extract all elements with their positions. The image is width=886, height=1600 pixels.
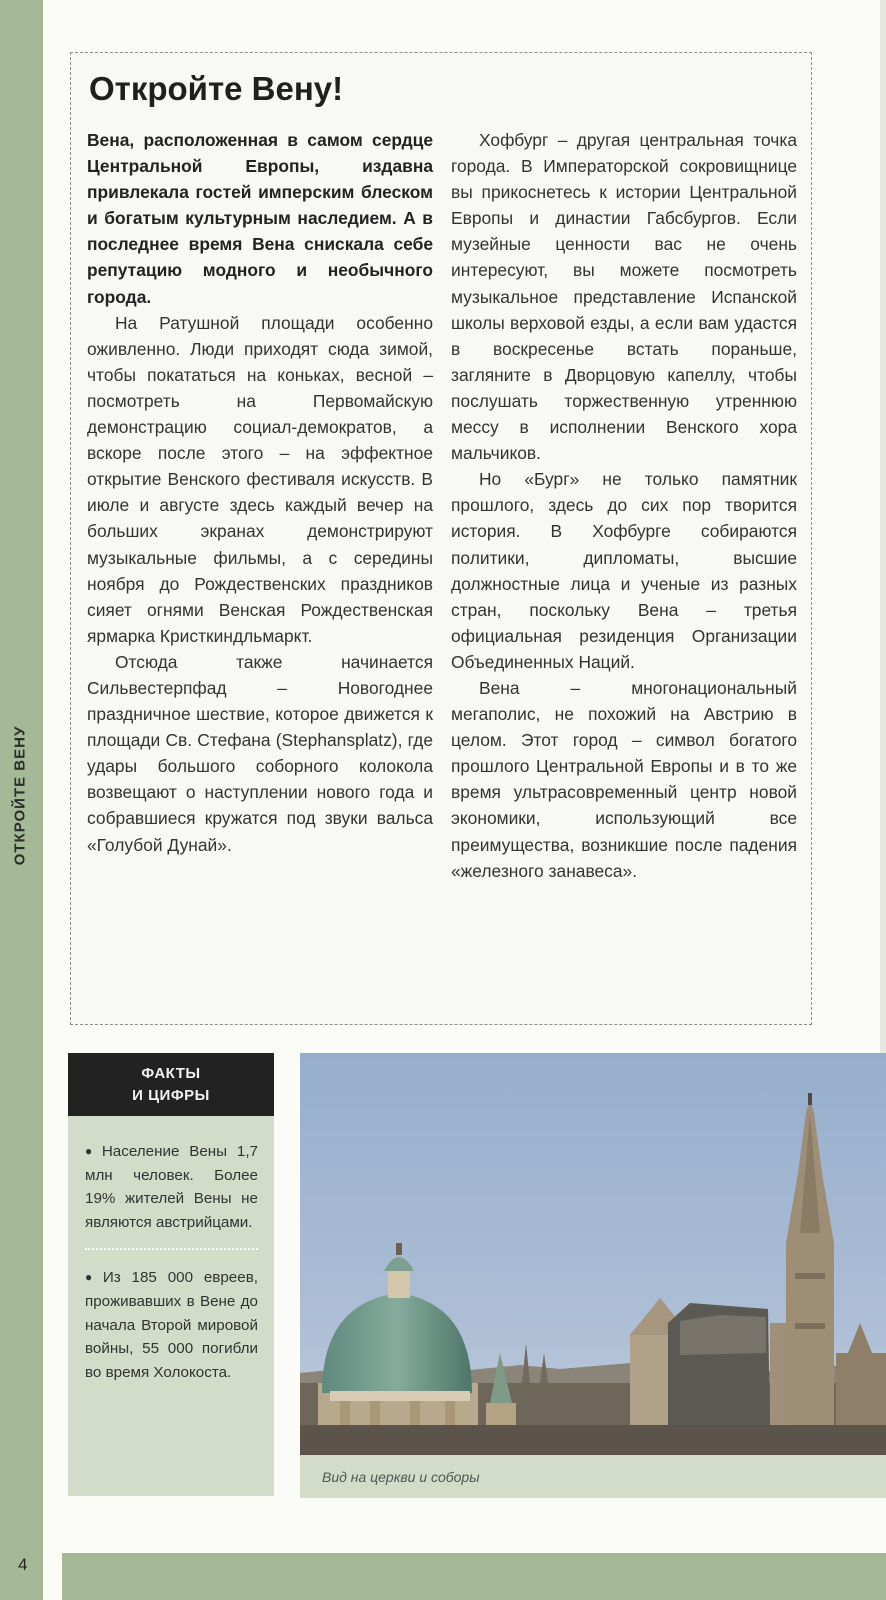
paragraph: На Ратушной площади особенно оживленно. Люди приходят сюда зимой, чтобы покататься на коньках, весной – посмотреть на Первомайскую демонстрацию социал-демократов, а вскоре после этого – на эффектное открытие Венского фестиваля искусств. В июле и августе здесь каждый вечер на больших экранах демонстрируют музыкальные фильмы, а с середины ноября до Рождественских праздников сияет огнями Венская Рождественская ярмарка Кристкиндльмаркт.: [87, 312, 433, 646]
paragraph: Отсюда также начинается Сильвестерпфад – Новогоднее праздничное шествие, которое движется к площади Св. Стефана (Stephansplatz), где удары большого соборного колокола возвещают о наступлении нового года и собравшиеся кружатся под звуки вальса «Голубой Дунай».: [87, 651, 433, 855]
page-title: Откройте Вену!: [89, 70, 344, 107]
bullet-dot-icon: ●: [85, 1270, 99, 1285]
facts-header: [68, 1053, 274, 1116]
fact-item: [85, 1140, 258, 1234]
vienna-skyline-photo: [300, 1053, 886, 1455]
facts-header-line2: И ЦИФРЫ: [132, 1086, 210, 1104]
section-label: [8, 705, 32, 885]
text-column-left: [87, 127, 433, 858]
section-label-text: ОТКРОЙТЕ ВЕНУ: [11, 725, 29, 865]
page-number: 4: [18, 1555, 28, 1574]
lead-paragraph: Вена, расположенная в самом сердце Центральной Европы, издавна привлекала гостей имперским блеском и богатым культурным наследием. А в последнее время Вена снискала себе репутацию модного и необычного города.: [87, 130, 433, 307]
paragraph: Вена – многонациональный мегаполис, не похожий на Австрию в целом. Этот город – символ богатого прошлого Центральной Европы и в то же время ультрасовременный центр новой экономики, использующий все преимущества, возникшие после падения «железного занавеса».: [451, 677, 797, 881]
bullet-dot-icon: ●: [85, 1144, 98, 1158]
facts-header-line1: ФАКТЫ: [141, 1064, 201, 1082]
photo-caption: Вид на церкви и соборы: [322, 1469, 480, 1485]
fact-item: [85, 1266, 258, 1384]
fact-divider: [85, 1248, 258, 1250]
skyline-illustration: [300, 1053, 886, 1455]
text-column-right: [451, 127, 797, 884]
fact-text: Из 185 000 евреев, проживавших в Вене до начала Второй мировой войны, 55 000 погибли во время Холокоста.: [85, 1269, 258, 1381]
paragraph: Но «Бург» не только памятник прошлого, здесь до сих пор творится история. В Хофбурге собираются политики, дипломаты, высшие должностные лица и ученые из разных стран, поскольку Вена – третья официальная резиденция Организации Объединенных Наций.: [451, 469, 797, 672]
facts-panel: [68, 1116, 274, 1496]
page-edge: [880, 0, 886, 1070]
fact-text: Население Вены 1,7 млн человек. Более 19% жителей Вены не являются австрийцами.: [85, 1143, 258, 1231]
intro-box: [70, 52, 812, 1025]
paragraph: Хофбург – другая центральная точка города. В Императорской сокровищнице вы прикоснетесь к истории Центральной Европы и династии Габсбургов. Если музейные ценности вас не очень интересуют, вы можете посмотреть музыкальное представление Испанской школы верховой езды, а если вам удастся в воскресенье встать пораньше, загляните в Дворцовую капеллу, чтобы послушать торжественную утреннюю мессу в исполнении Венского хора мальчиков.: [451, 130, 797, 464]
footer-bar: [62, 1553, 886, 1600]
photo-caption-strip: [300, 1455, 886, 1498]
